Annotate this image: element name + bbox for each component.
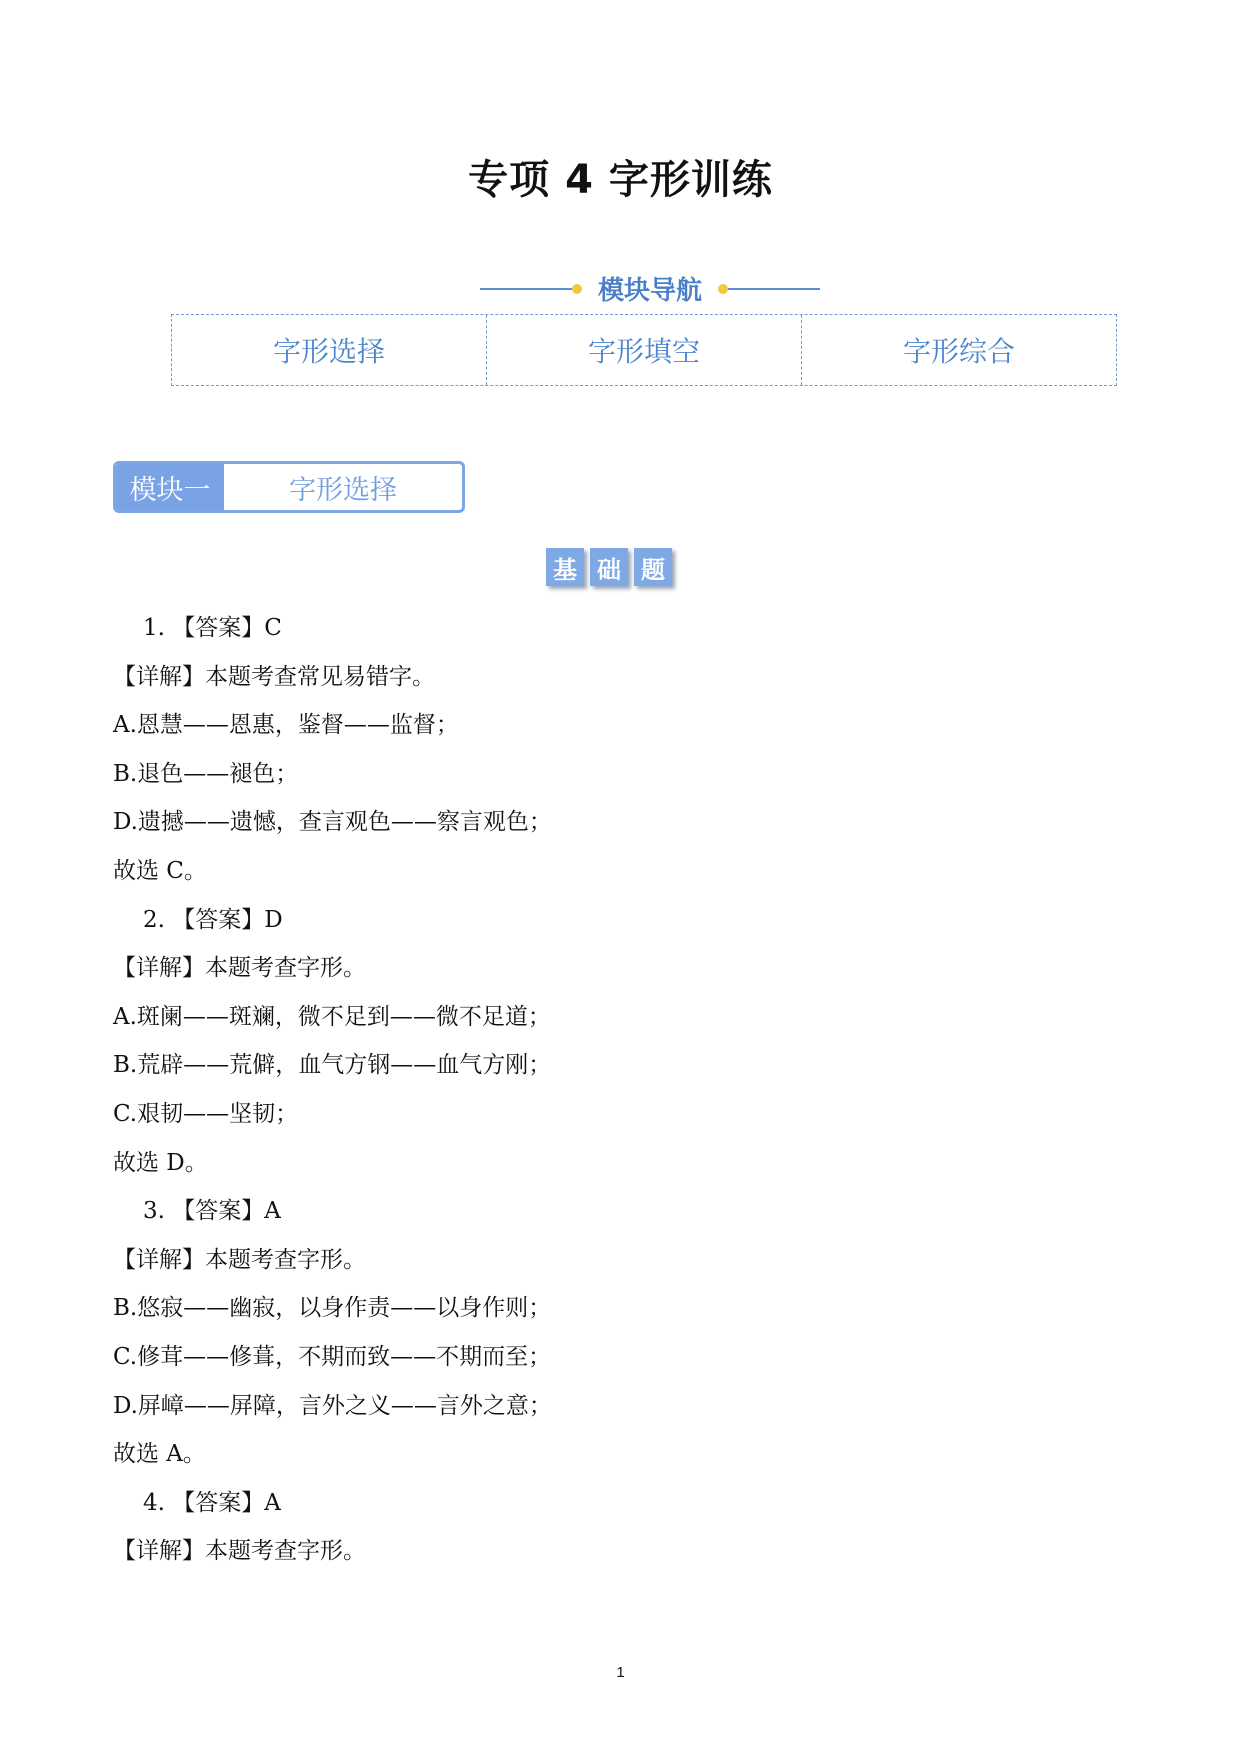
dot-icon — [718, 284, 728, 294]
nav-item-glyph-choice[interactable]: 字形选择 — [272, 335, 385, 368]
level-char: 题 — [634, 548, 672, 586]
explanation-line: C.艰韧——坚韧； — [113, 1100, 299, 1127]
module-navigation-heading — [480, 270, 820, 310]
level-char: 基 — [546, 548, 584, 586]
answer-line: 2. 【答案】D — [143, 906, 283, 933]
explanation-line: D.遗撼——遗憾，查言观色——察言观色； — [113, 809, 552, 836]
answer-line: 4. 【答案】A — [143, 1489, 281, 1516]
explanation-line: 【详解】本题考查常见易错字。 — [113, 663, 435, 690]
answer-content — [113, 604, 1133, 1576]
module-tag: 模块一 — [116, 464, 224, 510]
module-navigation-table — [171, 314, 1117, 386]
module-name: 字形选择 — [289, 474, 397, 506]
explanation-line: B.退色——褪色； — [113, 760, 299, 787]
explanation-line: A.恩慧——恩惠，鉴督——监督； — [113, 712, 459, 739]
answer-line: 1. 【答案】C — [143, 615, 282, 641]
conclusion-line: 故选 C。 — [113, 857, 207, 884]
dot-icon — [572, 284, 582, 294]
explanation-line: 【详解】本题考查字形。 — [113, 1246, 366, 1273]
answer-line: 3. 【答案】A — [143, 1198, 281, 1225]
explanation-line: A.斑阑——斑斓，微不足到——微不足道； — [113, 1003, 551, 1030]
page-number: 1 — [616, 1664, 625, 1681]
explanation-line: 【详解】本题考查字形。 — [113, 1538, 366, 1565]
level-char: 础 — [590, 548, 628, 586]
level-badge — [546, 548, 672, 586]
explanation-line: D.屏嶂——屏障，言外之义——言外之意； — [113, 1392, 552, 1419]
conclusion-line: 故选 D。 — [113, 1149, 208, 1176]
nav-item-glyph-fill[interactable]: 字形填空 — [486, 315, 801, 385]
nav-item-glyph-comprehensive[interactable]: 字形综合 — [801, 315, 1116, 385]
conclusion-line: 故选 A。 — [113, 1441, 206, 1468]
explanation-line: C.修茸——修葺，不期而致——不期而至； — [113, 1343, 552, 1370]
explanation-line: B.悠寂——幽寂，以身作责——以身作则； — [113, 1295, 552, 1322]
page-title: 专项 4 字形训练 — [468, 157, 773, 203]
module-header — [113, 461, 465, 513]
explanation-line: B.荒辟——荒僻，血气方钢——血气方刚； — [113, 1052, 552, 1079]
explanation-line: 【详解】本题考查字形。 — [113, 955, 366, 982]
nav-heading-label: 模块导航 — [597, 276, 702, 306]
